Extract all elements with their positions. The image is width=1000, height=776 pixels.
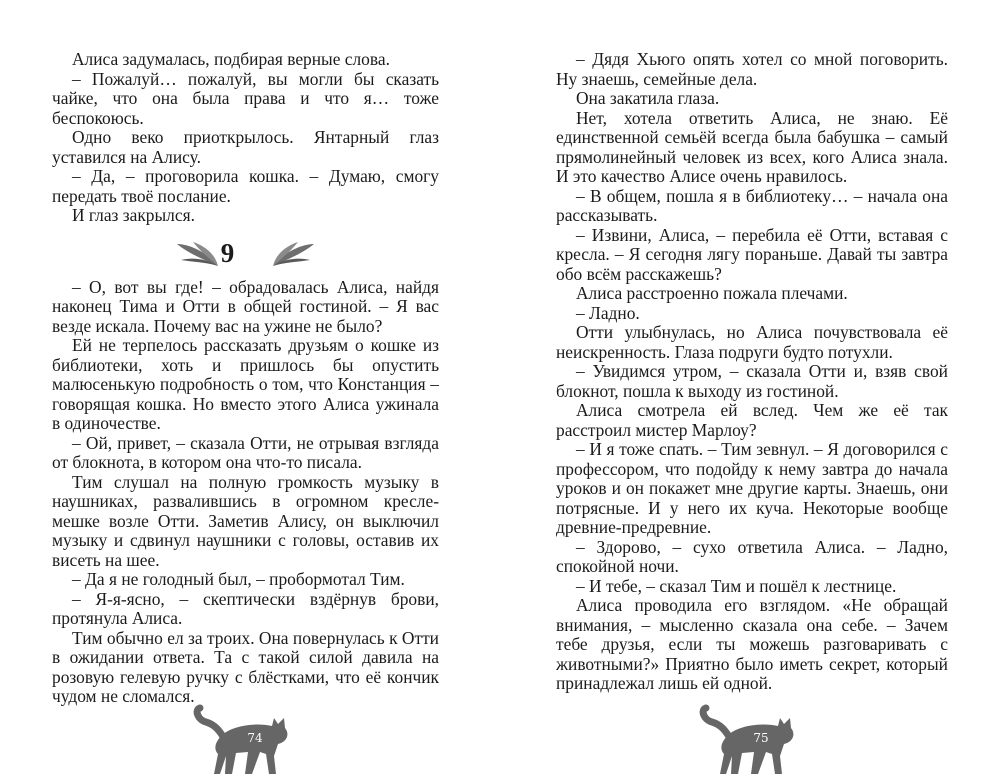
paragraph: – Ой, привет, – сказала Отти, не отрывая взгляда от блокнота, в котором она что-то писала.: [52, 432, 439, 472]
paragraph: Нет, хотела ответить Алиса, не знаю. Её единственной семьёй всегда была бабушка – самый прямолинейный человек из всех, кого Алиса знала. И это качество Алисе очень нравилось.: [556, 107, 948, 186]
page-number: 75: [753, 731, 769, 745]
paragraph: – Я-я-ясно, – скептически вздёрнув брови, протянула Алиса.: [52, 588, 439, 628]
paragraph: Алиса проводила его взглядом. «Не обращай внимания, – мысленно сказала она себе. – Зачем тебе друзья, если ты можешь разговаривать с животными?» Приятно было иметь секрет, который принадлежал лишь ей одной.: [556, 595, 948, 693]
paragraph: – Да, – проговорила кошка. – Думаю, смогу передать твоё послание.: [52, 166, 439, 206]
leaf-right-icon: [270, 238, 316, 270]
paragraph: Отти улыбнулась, но Алиса почувствовала её неискренность. Глаза подруги будто потухли.: [556, 322, 948, 362]
paragraph: Тим обычно ел за троих. Она повернулась к Отти в ожидании ответа. Та с такой силой давила на розовую гелевую ручку с блёстками, что её кончик чудом не сломался.: [52, 627, 439, 706]
paragraph: – Дядя Хьюго опять хотел со мной поговорить. Ну знаешь, семейные дела.: [556, 49, 948, 89]
paragraph: – Увидимся утром, – сказала Отти и, взяв свой блокнот, пошла к выходу из гостиной.: [556, 361, 948, 401]
paragraph: Одно веко приоткрылось. Янтарный глаз уставился на Алису.: [52, 127, 439, 167]
page-number-badge: [190, 696, 300, 776]
paragraph: – Ладно.: [576, 302, 640, 323]
paragraph: Ей не терпелось рассказать друзьям о кошке из библиотеки, хоть и пришлось бы опустить малюсенькую подробность о том, что Констанция – говорящая кошка. Но вместо этого Алиса ужинала в одиночестве.: [52, 335, 439, 433]
left-text-column: [52, 50, 439, 707]
paragraph: Алиса расстроенно пожала плечами.: [576, 283, 848, 303]
paragraph: – И я тоже спать. – Тим зевнул. – Я договорился с профессором, что подойду к нему завтра до начала уроков и он покажет мне другие карты. Знаешь, они потрясные. И у него их куча. Некоторые вообще древние-предревние.: [556, 439, 948, 537]
paragraph: Алиса задумалась, подбирая верные слова.: [72, 49, 390, 69]
paragraph: – О, вот вы где! – обрадовалась Алиса, найдя наконец Тима и Отти в общей гостиной. – Я вас везде искала. Почему вас на ужине не было?: [52, 276, 439, 336]
paragraph: – Пожалуй… пожалуй, вы могли бы сказать чайке, что она была права и что я… тоже беспокоюсь.: [52, 68, 439, 128]
paragraph: Она закатила глаза.: [576, 88, 720, 108]
paragraph: Тим слушал на полную громкость музыку в наушниках, развалившись в огромном кресле-мешке возле Отти. Заметив Алису, он выключил музыку и сдвинул наушники с головы, оставив их висеть на шее.: [52, 471, 439, 570]
paragraph: Алиса смотрела ей вслед. Чем же её так расстроил мистер Марлоу?: [556, 400, 948, 440]
page-number: 74: [247, 731, 263, 745]
paragraph: – В общем, пошла я в библиотеку… – начала она рассказывать.: [556, 185, 948, 225]
leaf-left-icon: [175, 238, 221, 270]
paragraph: – И тебе, – сказал Тим и пошёл к лестнице.: [576, 575, 897, 596]
paragraph: – Да я не голодный был, – пробормотал Тим.: [72, 569, 405, 589]
page-number-badge: [696, 696, 806, 776]
right-page: [500, 0, 1000, 776]
paragraph: – Здорово, – сухо ответила Алиса. – Ладно, спокойной ночи.: [556, 536, 948, 576]
chapter-header: [52, 234, 439, 274]
chapter-number: 9: [220, 237, 235, 268]
right-text-column: [556, 50, 948, 694]
paragraph: – Извини, Алиса, – перебила её Отти, вставая с кресла. – Я сегодня лягу пораньше. Давай ты завтра обо всём расскажешь?: [556, 224, 948, 284]
paragraph: И глаз закрылся.: [72, 205, 195, 225]
